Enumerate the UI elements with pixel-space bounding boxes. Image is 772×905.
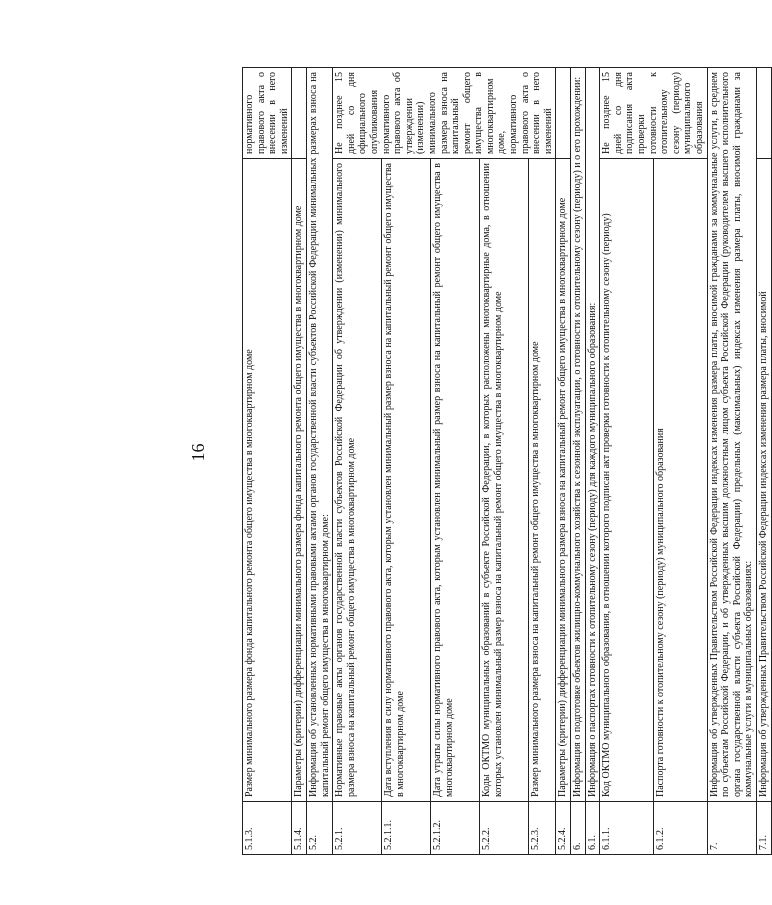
- table-row: [707, 68, 756, 855]
- item-number: 5.2.3.: [529, 802, 556, 855]
- table-row: [653, 68, 707, 855]
- table-row: [292, 68, 307, 855]
- item-description: Информация о паспортах готовности к отопительному сезону (периоду) для каждого муниципального образования:: [585, 68, 600, 802]
- item-number: 6.1.1.: [600, 802, 654, 855]
- item-number: 5.2.4.: [556, 802, 571, 855]
- item-description: Дата вступления в силу нормативного правового акта, которым установлен минимальный размер взноса на капитальный ремонт общего имущества в многоквартирном доме: [382, 159, 431, 802]
- table-row: [529, 68, 556, 855]
- item-description: Размер минимального размера фонда капитального ремонта общего имущества в многоквартирном доме: [243, 159, 292, 802]
- item-number: 5.2.: [306, 802, 332, 855]
- item-description: Коды ОКТМО муниципальных образований в субъекте Российской Федерации, в которых расположены многоквартирные дома, в отношении которых установлен минимальный размер взноса на капитальный ремонт общего имущества в многоквартирном доме: [480, 159, 529, 802]
- item-description: Паспорта готовности к отопительному сезону (периоду) муниципального образования: [653, 159, 707, 802]
- table-row: [431, 68, 480, 855]
- deadline-cell: Не позднее 15 дней со дня подписания акта проверки готовности к отопительному сезону (периоду) муниципального образования: [600, 68, 707, 159]
- item-description: Нормативные правовые акты органов государственной власти субъектов Российской Федерации об утверждении (изменении) минимального размера взноса на капитальный ремонт общего имущества в многоквартирном доме: [333, 159, 382, 802]
- item-description: Параметры (критерии) дифференциации минимального размера взноса на капитальный ремонт общего имущества в многоквартирном доме: [556, 159, 571, 802]
- item-number: 6.1.: [585, 802, 600, 855]
- item-number: 5.2.2.: [480, 802, 529, 855]
- item-number: 5.1.3.: [243, 802, 292, 855]
- table-row: [585, 68, 600, 855]
- deadline-cell: Не позднее 15 дней со дня официального опубликования нормативного правового акта об утверждении (изменении) минимального размера взноса на капитальный ремонт общего имущества в многоквартирном доме, нормативного правового акта о внесении в него изменений: [333, 68, 556, 159]
- deadline-cell: [556, 68, 571, 159]
- table-row: [480, 68, 529, 855]
- table-row: [756, 68, 771, 855]
- table-row: [333, 68, 382, 855]
- deadline-cell: [756, 68, 771, 159]
- item-description: Параметры (критерии) дифференциации минимального размера фонда капитального ремонта общего имущества в многоквартирном доме: [292, 159, 307, 802]
- item-number: 5.2.1.1.: [382, 802, 431, 855]
- page-number: 16: [188, 443, 208, 462]
- item-description: Информация об утвержденных Правительством Российской Федерации индексах изменения размера платы, вносимой гражданами за коммунальные услуги, в среднем по субъектам Российской Федерации, и об утвержденных высшим должностным лицом субъекта Российской Федерации (руководителем высшего исполнительного органа государственной власти субъекта Российской Федерации) предельных (максимальных) индексах изменения размера платы, вносимой гражданами за коммунальные услуги в муниципальных образованиях:: [707, 68, 756, 802]
- table-row: [382, 68, 431, 855]
- item-description: Размер минимального размера взноса на капитальный ремонт общего имущества в многоквартирном доме: [529, 159, 556, 802]
- table-row: [600, 68, 654, 855]
- item-number: 7.1.: [756, 802, 771, 855]
- item-description: Код ОКТМО муниципального образования, в отношении которого подписан акт проверки готовности к отопительному сезону (периоду): [600, 159, 654, 802]
- item-description: Информация об утвержденных Правительством Российской Федерации индексах изменения размера платы, вносимой: [756, 159, 771, 802]
- deadline-cell: [292, 68, 307, 159]
- regulation-table: [242, 67, 772, 855]
- item-number: 6.1.2.: [653, 802, 707, 855]
- item-number: 5.2.1.: [333, 802, 382, 855]
- deadline-cell: нормативного правового акта о внесении в него изменений: [243, 68, 292, 159]
- table-row: [571, 68, 586, 855]
- item-number: 5.1.4.: [292, 802, 307, 855]
- item-description: Информация о подготовке объектов жилищно-коммунального хозяйства к сезонной эксплуатации, о готовности к отопительному сезону (периоду) и о его прохождении:: [571, 68, 586, 802]
- item-description: Информация об установленных нормативными правовыми актами органов государственной власти субъектов Российской Федерации минимальных размерах взноса на капитальный ремонт общего имущества в многоквартирном доме:: [306, 68, 332, 802]
- table-row: [556, 68, 571, 855]
- item-number: 7.: [707, 802, 756, 855]
- table-row: [243, 68, 292, 855]
- item-number: 6.: [571, 802, 586, 855]
- item-description: Дата утраты силы нормативного правового акта, которым установлен минимальный размер взноса на капитальный ремонт общего имущества в многоквартирном доме: [431, 159, 480, 802]
- item-number: 5.2.1.2.: [431, 802, 480, 855]
- table-row: [306, 68, 332, 855]
- table-body: [243, 68, 772, 855]
